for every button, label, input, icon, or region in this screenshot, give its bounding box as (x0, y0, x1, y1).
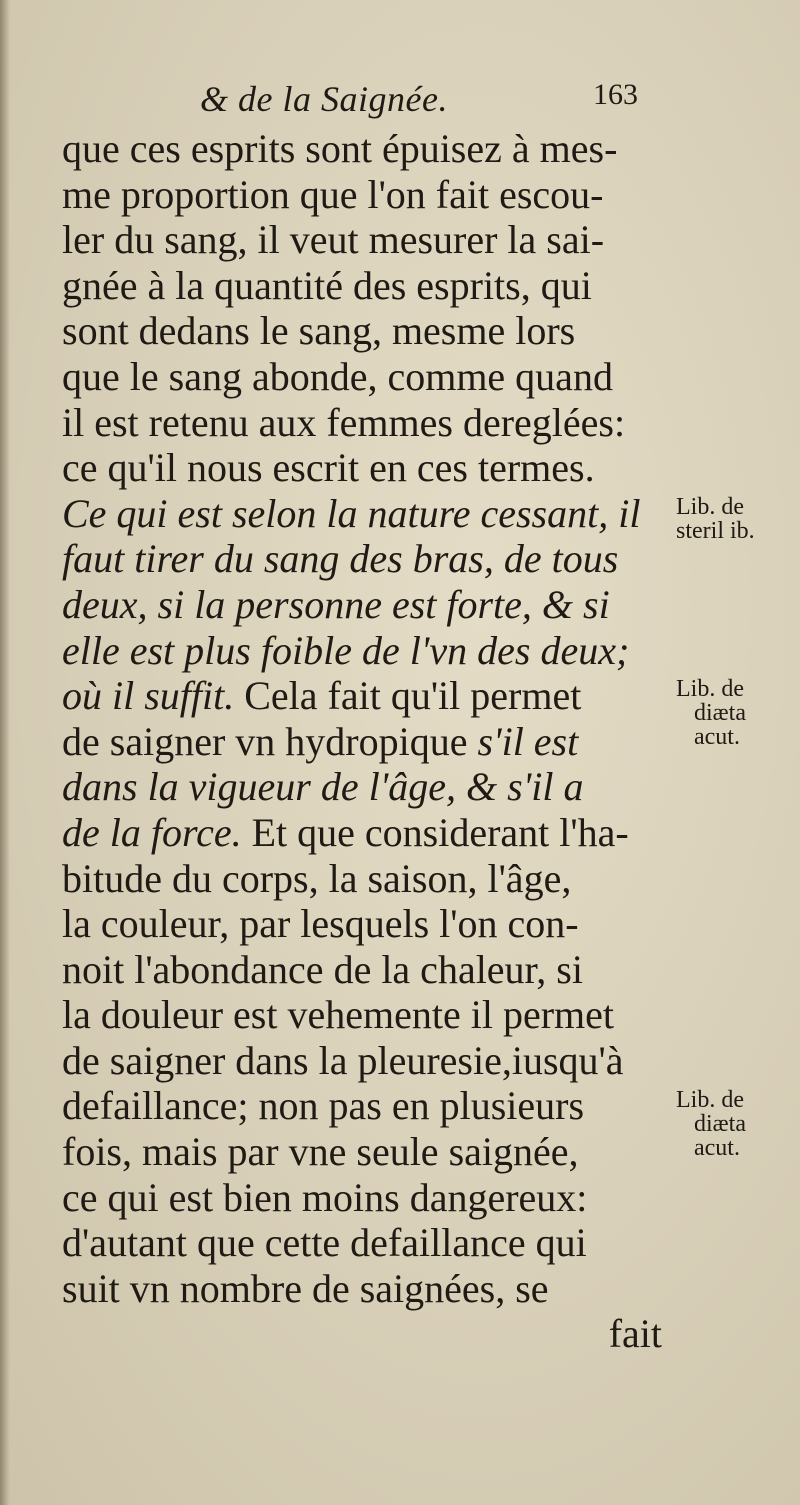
text-line (62, 172, 662, 218)
text-line (62, 126, 662, 172)
text-line (62, 901, 662, 947)
text-run: Et que considerant l'ha- (241, 809, 629, 855)
margin-note-line: Lib. de (676, 677, 744, 703)
margin-note (676, 495, 800, 543)
text-line (62, 947, 662, 993)
text-run: gnée à la quantité des esprits, qui (62, 262, 592, 308)
text-run: noit l'abondance de la chaleur, si (62, 946, 583, 992)
margin-note (676, 1088, 800, 1160)
text-run: que ces esprits sont épuisez à mes- (62, 126, 618, 171)
text-run: la couleur, par lesquels l'on con- (62, 901, 579, 947)
italic-text-run: deux, si la personne est forte, & si (62, 581, 610, 627)
text-line (62, 992, 662, 1038)
text-line (62, 308, 662, 354)
text-run: de saigner dans la pleuresie,iusqu'à (62, 1037, 624, 1083)
body-text (62, 126, 662, 1357)
text-run: fois, mais par vne seule saignée, (62, 1129, 579, 1175)
italic-text-run: où il suffit. (62, 673, 235, 719)
margin-note-line: acut. (694, 724, 740, 750)
text-line (62, 400, 662, 446)
text-line (62, 628, 662, 674)
text-run: ler du sang, il veut mesurer la sai- (62, 217, 605, 263)
text-line (62, 810, 662, 856)
text-run: suit vn nombre de saignées, se (62, 1265, 549, 1311)
running-title: & de la Saignée. (200, 79, 448, 119)
text-line (62, 1129, 662, 1175)
page-gutter-shadow (0, 0, 10, 1505)
text-line (62, 536, 662, 582)
text-run: d'autant que cette defaillance qui (62, 1220, 587, 1266)
text-run: ce qu'il nous escrit en ces termes. (62, 445, 595, 491)
margin-note-line: Lib. de (676, 1087, 744, 1113)
margin-note-line: diæta (694, 700, 746, 727)
text-run: fait (608, 1311, 662, 1357)
italic-text-run: s'il est (477, 718, 579, 764)
italic-text-run: elle est plus foible de l'vn des deux; (62, 627, 630, 673)
text-line (62, 719, 662, 765)
text-run: la douleur est vehemente il permet (62, 992, 615, 1038)
margin-note (676, 677, 800, 749)
page-header (200, 78, 660, 128)
text-line (62, 1083, 662, 1129)
text-line (62, 764, 662, 810)
page-number: 163 (593, 78, 638, 111)
text-line (62, 445, 662, 491)
text-run: bitude du corps, la saison, l'âge, (62, 855, 572, 901)
text-run: que le sang abonde, comme quand (62, 353, 613, 399)
text-line (62, 1266, 662, 1312)
text-line (62, 582, 662, 628)
text-line (62, 1175, 662, 1221)
italic-text-run: dans la vigueur de l'âge, & s'il a (62, 764, 584, 810)
text-line (62, 491, 662, 537)
italic-text-run: Ce qui est selon la nature cessant, il (62, 490, 641, 536)
text-line (62, 354, 662, 400)
text-line (62, 856, 662, 902)
margin-note-line: Lib. de (676, 494, 744, 520)
margin-note-line: steril ib. (676, 517, 755, 543)
text-run: defaillance; non pas en plusieurs (62, 1083, 585, 1129)
text-run: sont dedans le sang, mesme lors (62, 308, 576, 354)
text-line (62, 1038, 662, 1084)
text-line (62, 1311, 662, 1357)
margin-note-line: acut. (694, 1134, 740, 1160)
text-line (62, 217, 662, 263)
text-line (62, 1220, 662, 1266)
text-run: me proportion que l'on fait escou- (62, 171, 604, 217)
text-run: il est retenu aux femmes dereglées: (62, 399, 626, 445)
text-run: de saigner vn hydropique (62, 718, 478, 764)
italic-text-run: de la force. (62, 809, 242, 855)
text-run: Cela fait qu'il permet (234, 673, 582, 719)
text-run: ce qui est bien moins dangereux: (62, 1174, 588, 1220)
text-line (62, 673, 662, 719)
text-line (62, 263, 662, 309)
margin-note-line: diæta (694, 1110, 746, 1137)
italic-text-run: faut tirer du sang des bras, de tous (62, 536, 619, 582)
